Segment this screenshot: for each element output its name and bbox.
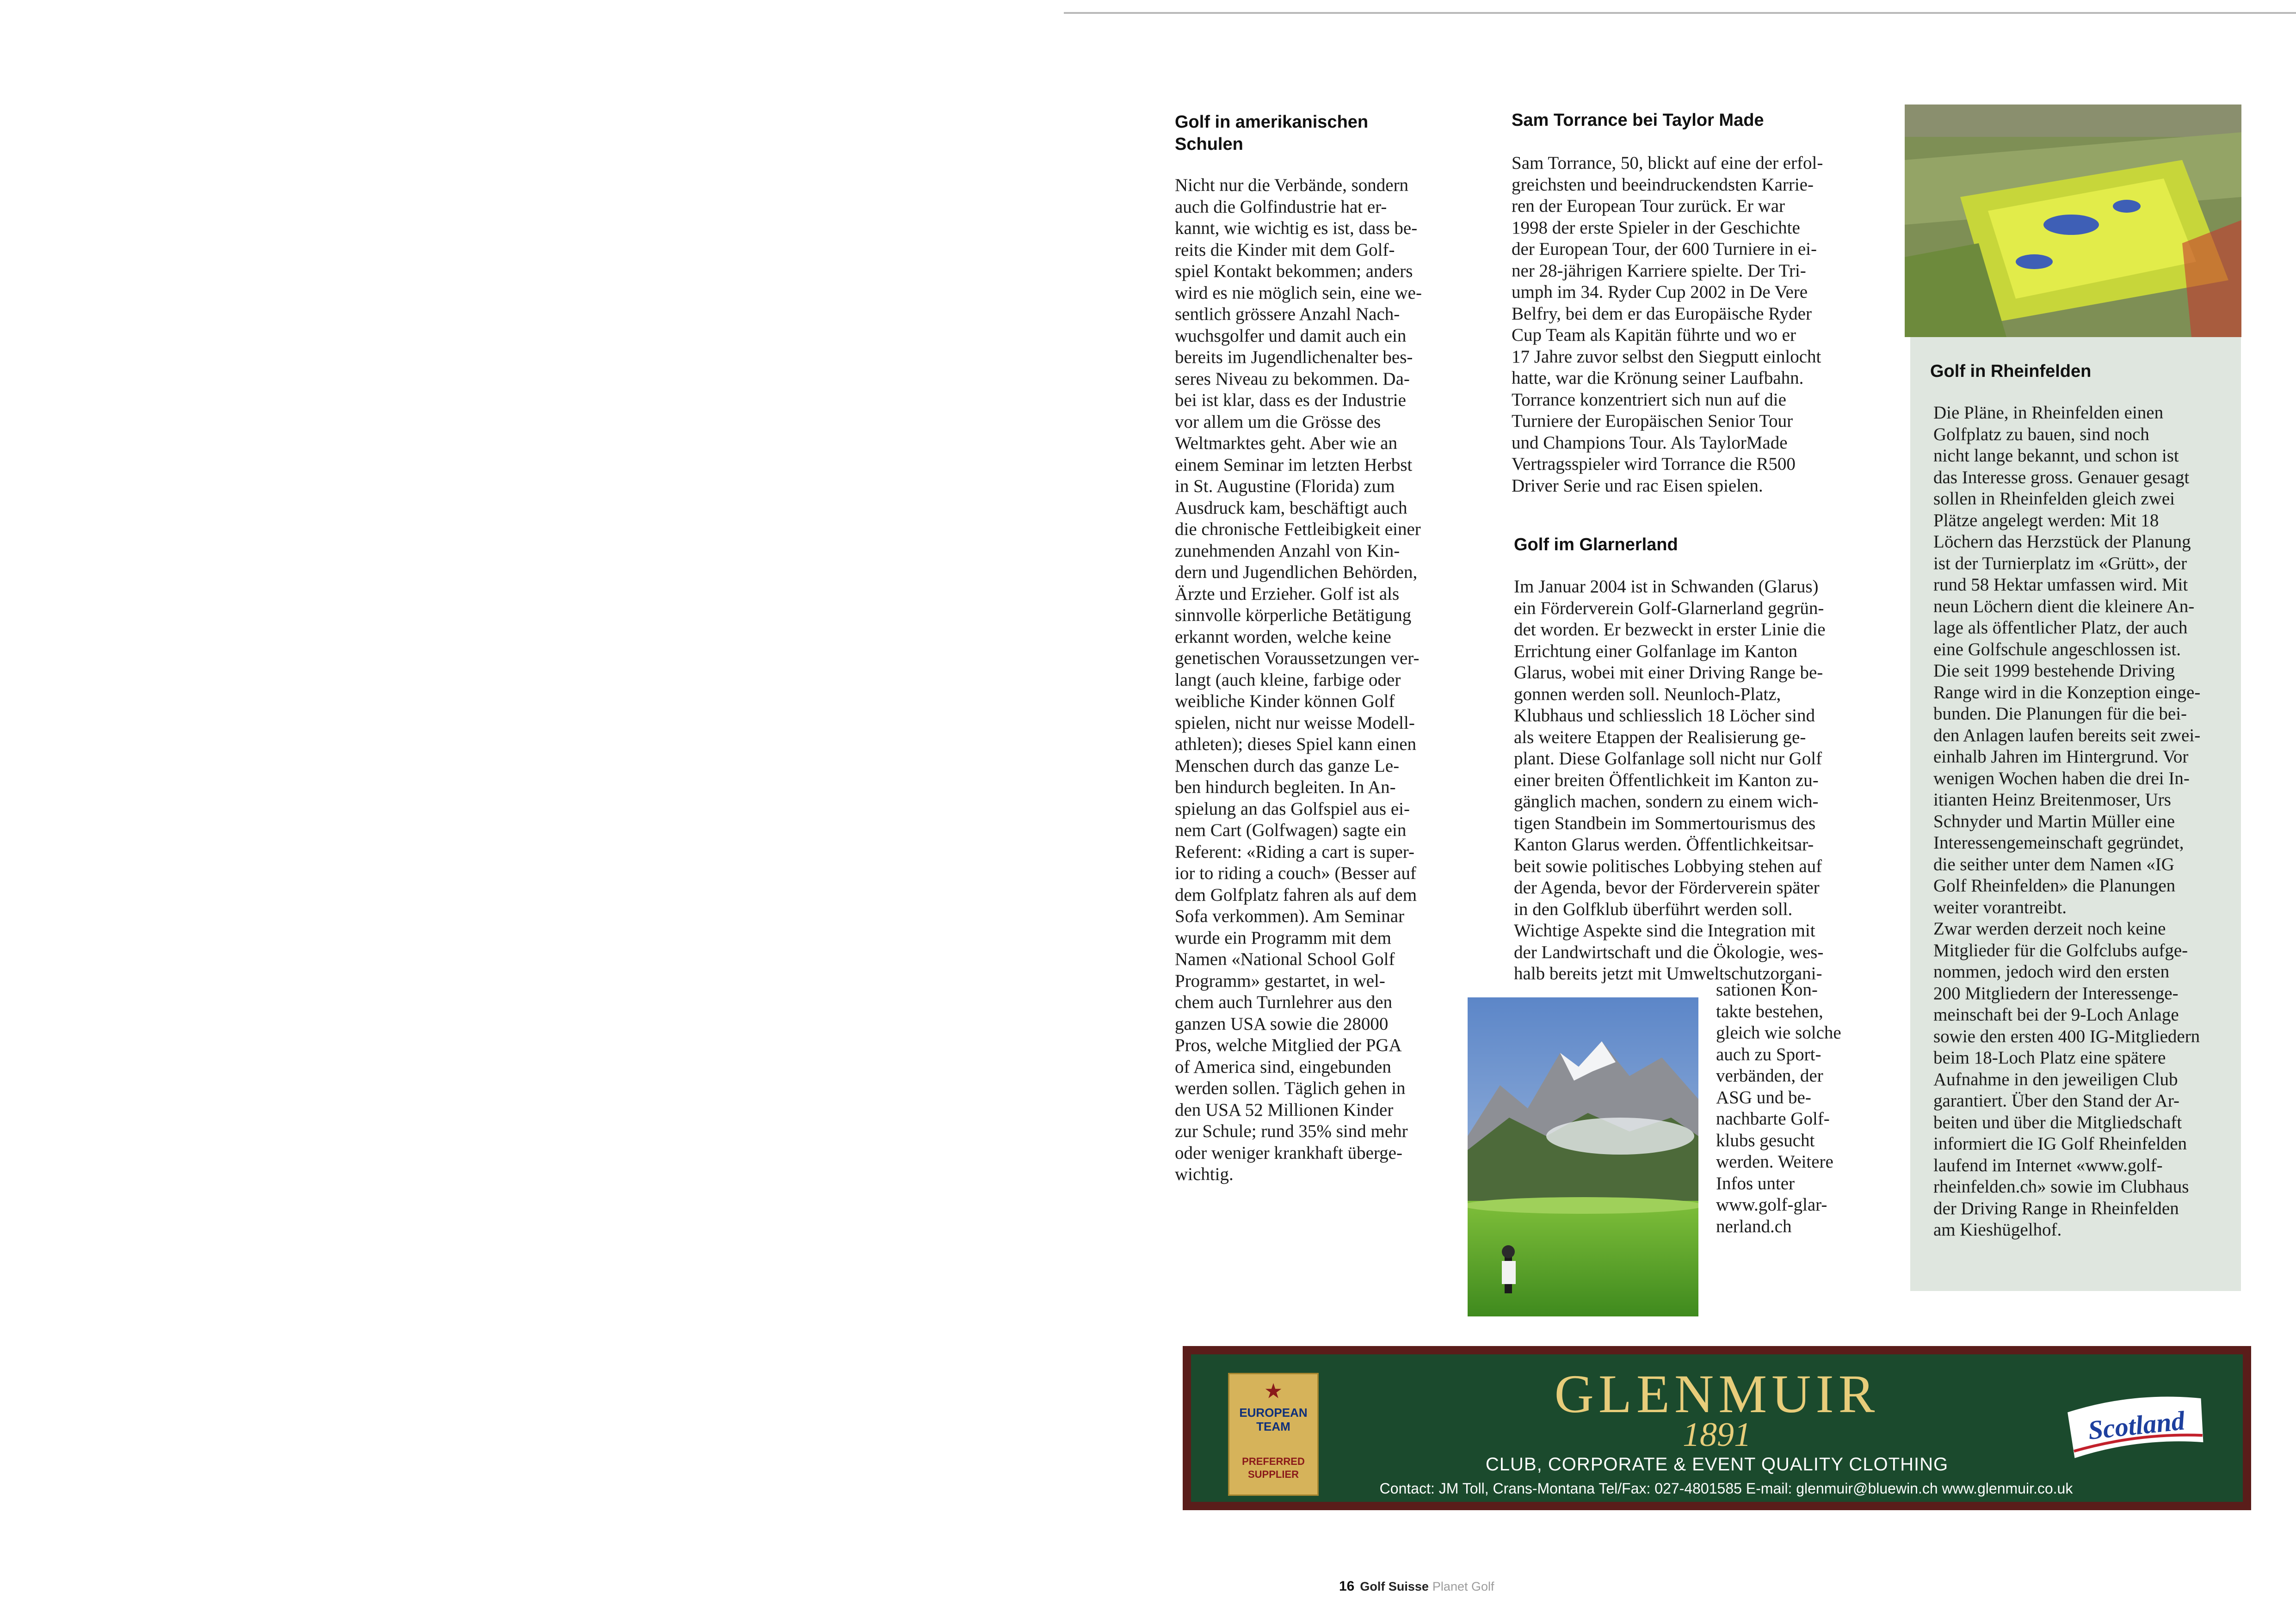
article-heading-schools: Golf in amerikanischen Schulen xyxy=(1175,112,1369,154)
article-body-glarnerland: Im Januar 2004 ist in Schwanden (Glarus) ein Förderverein Golf-Glarnerland gegrün- det worden. Er bezweckt in erster Linie die Errichtung einer Golfanlage im Kanton Glarus, wobei mit einer Driving Range be- gonnen werden soll. Neunloch-Platz, Klubhaus und schliesslich 18 Löcher sind als weitere Etappen der Realisierung ge- plant. Diese Golfanlage soll nicht nur Golf einer breiten Öffentlichkeit im Kanton zu- gänglich machen, sondern zu einem wich- tigen Standbein im Sommertourismus des Kanton Glarus werden. Öffentlichkeitsar- beit sowie politisches Lobbying stehen auf der Agenda, bevor der Förderverein später in den Golfklub überführt werden soll. Wichtige Aspekte sind die Integration mit der Landwirtschaft und die Ökologie, wes- halb bereits jetzt mit Umweltschutzorgani- xyxy=(1514,577,1826,984)
magazine-name: Golf Suisse xyxy=(1360,1580,1429,1593)
badge-line-3: PREFERRED xyxy=(1242,1456,1305,1467)
golfer-mountain-illustration xyxy=(1468,997,1698,1316)
article-heading-rheinfelden: Golf in Rheinfelden xyxy=(1930,362,2092,381)
ad-brand-name: GLENMUIR xyxy=(1554,1364,1880,1424)
badge-line-1: EUROPEAN xyxy=(1239,1406,1308,1420)
page-number: 16 xyxy=(1339,1579,1355,1594)
article-body-torrance: Sam Torrance, 50, blickt auf eine der erfol- greichsten und beeindruckendsten Karrie- ren der European Tour zurück. Er war 1998 der erste Spieler in der Geschichte der European Tour, der 600 Turniere in ei- ner 28-jährigen Karriere spielte. Der Tri- umph im 34. Ryder Cup 2002 in De Vere Belfry, bei dem er das Europäische Ryder Cup Team als Kapitän führte und wo er 17 Jahre zuvor selbst den Siegputt einlocht hatte, war die Krönung seiner Laufbahn. Torrance konzentriert sich nun auf die Turniere der Europäischen Senior Tour und Champions Tour. Als TaylorMade Vertragsspieler wird Torrance die R500 Driver Serie und rac Eisen spielen. xyxy=(1512,153,1823,496)
article-body-rheinfelden: Die Pläne, in Rheinfelden einen Golfplatz zu bauen, sind noch nicht lange bekannt, und schon ist das Interesse gross. Genauer gesagt sollen in Rheinfelden gleich zwei Plätze angelegt werden: Mit 18 Löchern das Herzstück der Planung ist der Turnierplatz im «Grütt», der rund 58 Hektar umfassen wird. Mit neun Löchern dient die kleinere An- lage als öffentlicher Platz, der auch eine Golfschule angeschlossen ist. Die seit 1999 bestehende Driving Range wird in die Konzeption einge- bunden. Die Planungen für die bei- den Anlagen laufen bereits seit zwei- einhalb Jahren im Hintergrund. Vor wenigen Wochen haben die drei In- itianten Heinz Breitenmoser, Urs Schnyder und Martin Müller eine Interessengemeinschaft gegründet, die seither unter dem Namen «IG Golf Rheinfelden» die Planungen weiter vorantreibt. Zwar werden derzeit noch keine Mitglieder für die Golfclubs aufge- nommen, jedoch wird den ersten 200 Mitgliedern der Interessenge- meinschaft bei der 9-Loch Anlage sowie den ersten 400 IG-Mitgliedern beim 18-Loch Platz eine spätere Aufnahme in den jeweiligen Club garantiert. Über den Stand der Ar- beiten und über die Mitgliedschaft informiert die IG Golf Rheinfelden laufend im Internet «www.golf- rheinfelden.ch» sowie im Clubhaus der Driving Range in Rheinfelden am Kieshügelhof. xyxy=(1933,403,2201,1240)
article-body-schools: Nicht nur die Verbände, sondern auch die Golfindustrie hat er- kannt, wie wichtig es ist, dass be- reits die Kinder mit dem Golf- spiel Kontakt bekommen; anders wird es nie möglich sein, eine we- sentlich grössere Anzahl Nach- wuchsgolfer und damit auch ein bereits im Jugendlichenalter bes- seres Niveau zu bekommen. Da- bei ist klar, dass es der Industrie vor allem um die Grösse des Weltmarktes geht. Aber wie an einem Seminar im letzten Herbst in St. Augustine (Florida) zum Ausdruck kam, beschäftigt auch die chronische Fettleibigkeit einer zunehmenden Anzahl von Kin- dern und Jugendlichen Behörden, Ärzte und Erzieher. Golf ist als sinnvolle körperliche Betätigung erkannt worden, welche keine genetischen Voraussetzungen ver- langt (auch kleine, farbige oder weibliche Kinder können Golf spielen, nicht nur weisse Modell- athleten); dieses Spiel kann einen Menschen durch das ganze Le- ben hindurch begleiten. In An- spielung an das Golfspiel aus ei- nem Cart (Golfwagen) sagte ein Referent: «Riding a cart is super- ior to riding a couch» (Besser auf dem Golfplatz fahren als auf dem Sofa verkommen). Am Seminar wurde ein Programm mit dem Namen «National School Golf Programm» gestartet, in wel- chem auch Turnlehrer aus den ganzen USA sowie die 28000 Pros, welche Mitglied der PGA of America sind, eingebunden werden sollen. Täglich gehen in den USA 52 Millionen Kinder zur Schule; rund 35% sind mehr oder weniger krankhaft überge- wichtig. xyxy=(1175,175,1422,1184)
section-name: Planet Golf xyxy=(1432,1580,1494,1593)
ad-tagline: CLUB, CORPORATE & EVENT QUALITY CLOTHING xyxy=(1485,1454,1949,1475)
page-footer xyxy=(1339,1579,1494,1594)
scotland-flag-text: Scotland xyxy=(2086,1405,2186,1445)
golfer-mountain-photo xyxy=(1468,997,1698,1316)
badge-line-4: SUPPLIER xyxy=(1247,1469,1299,1480)
badge-line-2: TEAM xyxy=(1256,1420,1290,1433)
ad-contact-line: Contact: JM Toll, Crans-Montana Tel/Fax: 027-4801585 E-mail: glenmuir@bluewin.ch www.glenmuir.co.uk xyxy=(1379,1480,2073,1497)
article-heading-torrance: Sam Torrance bei Taylor Made xyxy=(1512,111,1764,130)
article-body-glarnerland-continued: sationen Kon- takte bestehen, gleich wie solche auch zu Sport- verbänden, der ASG und be- nachbarte Golf- klubs gesucht werden. Weitere Infos unter www.golf-glar- nerland.ch xyxy=(1716,980,1841,1236)
top-rule xyxy=(1064,12,2296,14)
badge-flags-icon: ★ xyxy=(1265,1381,1282,1402)
article-heading-glarnerland: Golf im Glarnerland xyxy=(1514,535,1678,554)
ad-brand-year: 1891 xyxy=(1683,1416,1751,1454)
aerial-golf-course-illustration xyxy=(1905,105,2241,337)
aerial-golf-course-plan-photo xyxy=(1905,105,2241,337)
ad-panel xyxy=(1191,1354,2243,1502)
glenmuir-advertisement xyxy=(1183,1346,2251,1510)
